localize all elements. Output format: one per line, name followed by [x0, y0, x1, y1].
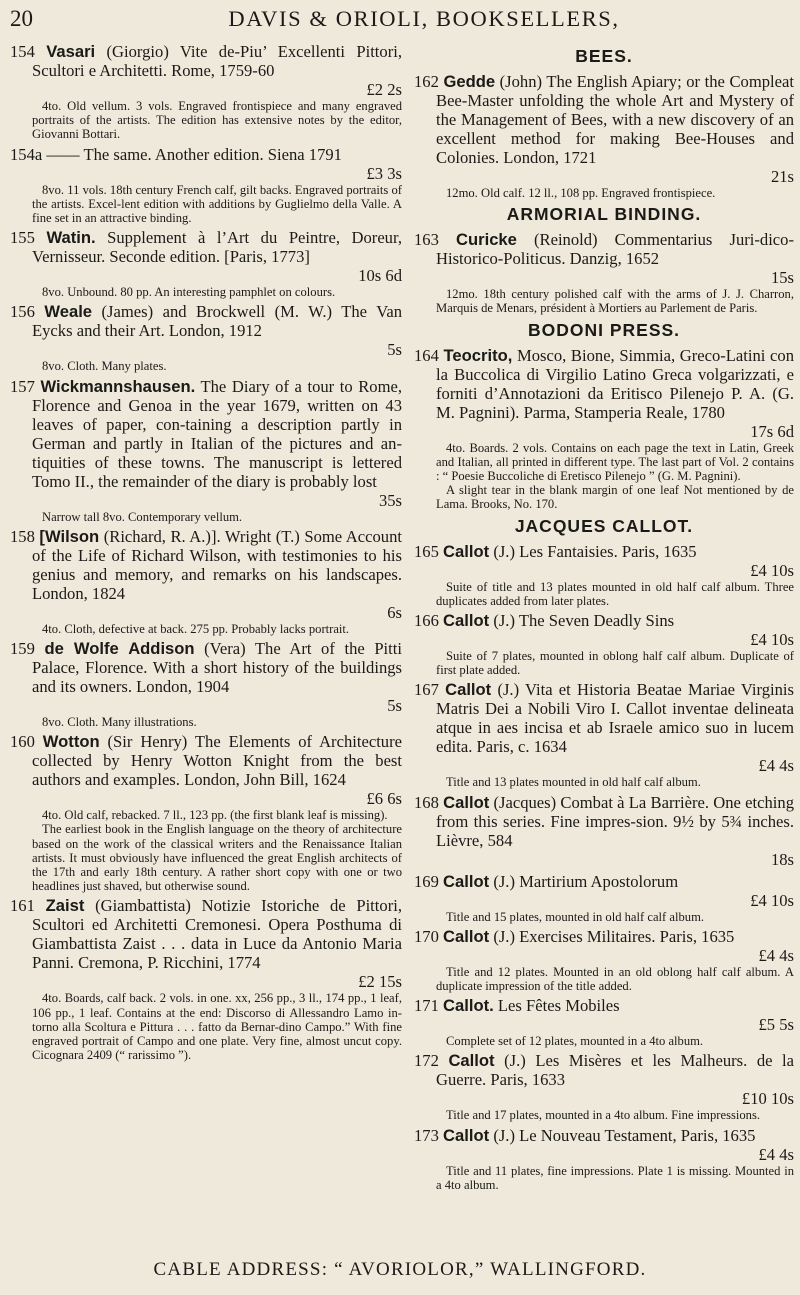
right-column: [414, 42, 794, 1245]
entry-number: 162: [414, 72, 444, 91]
entry-title: (Giorgio) Vite de-Piu’ Excellenti Pittori, Scultori e Architetti. Rome, 1759-60: [32, 42, 402, 80]
entry-text: [10, 639, 402, 715]
entry-number: 154: [10, 42, 47, 61]
catalogue-entry: [414, 230, 794, 315]
entry-author: Callot: [443, 871, 490, 891]
entry-price: 5s: [387, 340, 402, 360]
entry-description: 4to. Boards, calf back. 2 vols. in one. xx, 256 pp., 3 ll., 174 pp., 1 leaf, 106 pp., 1 leaf. Contains at the end: Discorso di Allessandro Lamo in-torno alla Scoltura e Pittura . . . fatto da Bernar-dino Campo.” With fine engraved portrait of Campo and one plate. Very fine, almost uncut copy. Cicognara 2409 (“ rarissimo ”).: [32, 991, 402, 1063]
entry-number: 172: [414, 1051, 449, 1071]
entry-number: 156: [10, 302, 45, 322]
entry-title: —— The same. Another edition. Siena 1791: [46, 144, 342, 164]
entry-price: 5s: [387, 696, 402, 716]
entry-text: [414, 230, 794, 287]
entry-text: [10, 42, 402, 99]
section-heading: BEES.: [575, 46, 633, 66]
entry-author: Callot.: [443, 996, 494, 1016]
entry-number: 160: [10, 732, 43, 752]
entry-description: Title and 13 plates mounted in old half calf album.: [446, 775, 701, 790]
entry-description: 4to. Old calf, rebacked. 7 ll., 123 pp. (the first blank leaf is missing).: [42, 808, 388, 823]
entry-title: (J.) The Seven Deadly Sins: [493, 611, 675, 631]
entry-text: [414, 346, 794, 441]
entry-author: Curicke: [456, 230, 517, 250]
entry-description: A slight tear in the blank margin of one leaf Not mentioned by de Lama. Brooks, No. 170.: [436, 483, 794, 512]
entry-text: [414, 1126, 794, 1164]
entry-title: The Diary of a tour to Rome, Florence and Genoa in the year 1679, written on 43 leaves of paper, con-taining a description partly in German and partly in Italian of the pictures and an-tiquities of these towns. The manuscript is lettered Tomo II., the remainder of the diary is probably lost: [32, 376, 402, 491]
entry-price: 21s: [770, 167, 794, 186]
entry-author: Vasari: [46, 42, 96, 61]
entry-author: Wickmannshausen.: [40, 376, 196, 396]
entry-price: 17s 6d: [750, 421, 794, 441]
entry-title: (J.) Vita et Historia Beatae Mariae Virginis Matris Dei a Nobili Viro I. Callot inventae delineata atque in aes incisa et ab Israele amico suo in lucem edita. Paris, c. 1634: [436, 680, 794, 757]
entry-description: 8vo. Cloth. Many illustrations.: [42, 715, 197, 730]
entry-author: Callot: [443, 792, 490, 812]
entry-number: 166: [414, 611, 444, 631]
entry-author: Callot: [443, 926, 490, 946]
section-heading: ARMORIAL BINDING.: [506, 204, 702, 225]
entry-price: £4 10s: [750, 560, 794, 580]
entry-number: 171: [414, 996, 444, 1016]
entry-price: £2 2s: [366, 80, 402, 99]
entry-description: 8vo. Cloth. Many plates.: [42, 359, 167, 374]
entry-title: (James) and Brockwell (M. W.) The Van Eycks and their Art. London, 1912: [32, 302, 402, 341]
entry-text: [414, 1051, 794, 1108]
entry-description: 8vo. 11 vols. 18th century French calf, gilt backs. Engraved portraits of the artists. Excel-lent edition with additions by Guglielmo della Valle. A fine set in an attractive binding.: [32, 182, 402, 226]
section-heading: JACQUES CALLOT.: [514, 515, 694, 536]
entry-text: [414, 680, 794, 775]
catalogue-entry: [414, 542, 794, 608]
entry-title: (J.) Exercises Militaires. Paris, 1635: [493, 926, 735, 946]
entry-text: [10, 896, 402, 991]
catalogue-entry: [10, 639, 402, 729]
entry-price: 15s: [770, 268, 794, 288]
entry-number: 164: [414, 345, 444, 365]
catalogue-entry: [414, 680, 794, 789]
entry-title: (John) The English Apiary; or the Compleat Bee-Master unfolding the whole Art and Mystery of the Management of Bees, with a new discovery of an excellent method for making Bee-Houses and Colonies. London, 1721: [436, 72, 794, 167]
catalogue-entry: [10, 896, 402, 1062]
entry-text: [414, 927, 794, 965]
entry-price: £6 6s: [366, 789, 402, 809]
entry-number: 169: [414, 871, 444, 891]
entry-title: Les Fêtes Mobiles: [497, 996, 620, 1016]
page-header: [10, 6, 788, 40]
entry-price: 10s 6d: [358, 266, 402, 286]
entry-author: Callot: [443, 611, 490, 631]
entry-text: [10, 145, 402, 183]
entry-description: 8vo. Unbound. 80 pp. An interesting pamphlet on colours.: [42, 285, 336, 300]
entry-title: (Giambattista) Notizie Istoriche de Pittori, Scultori ed Architetti Cremonesi. Opera Posthuma di Giambattista Zaist . . . data in Luce da Antonio Maria Panni. Cremona, P. Ricchini, 1774: [32, 896, 402, 973]
entry-text: [414, 996, 794, 1034]
running-title: DAVIS & ORIOLI, BOOKSELLERS,: [228, 6, 620, 31]
catalogue-entry: [414, 611, 794, 677]
entry-author: Zaist: [45, 896, 85, 916]
entry-author: Watin.: [46, 228, 96, 248]
entry-description: Title and 17 plates, mounted in a 4to album. Fine impressions.: [446, 1108, 761, 1123]
entry-title: (J.) Le Nouveau Testament, Paris, 1635: [493, 1125, 756, 1145]
entry-text: [10, 732, 402, 808]
entry-text: [10, 228, 402, 285]
entry-text: [414, 872, 794, 910]
entry-price: 35s: [378, 490, 402, 510]
entry-number: 167: [414, 680, 446, 700]
entry-number: 168: [414, 792, 444, 812]
entry-number: 165: [414, 541, 444, 561]
section-heading: BODONI PRESS.: [527, 319, 681, 340]
catalogue-entry: [10, 145, 402, 226]
entry-title: (Jacques) Combat à La Barrière. One etching from this series. Fine impres-sion. 9½ by 5¾ inches. Lièvre, 584: [436, 792, 794, 850]
entry-price: £10 10s: [741, 1089, 794, 1109]
entry-title: (Reinold) Commentarius Juri-dico-Historico-Politicus. Danzig, 1652: [436, 230, 794, 269]
entry-title: Supplement à l’Art du Peintre, Doreur, Vernisseur. Seconde edition. [Paris, 1773]: [32, 228, 402, 267]
page-number: 20: [10, 6, 33, 31]
entry-text: [414, 72, 794, 186]
entry-number: 158: [10, 526, 40, 546]
entry-price: £4 10s: [750, 630, 794, 650]
entry-number: 161: [10, 896, 46, 916]
entry-number: 170: [414, 926, 444, 946]
entry-title: (Sir Henry) The Elements of Architecture collected by Henry Wotton Knight from the best authors and examples. London, John Bill, 1624: [32, 732, 402, 790]
left-column: [10, 42, 402, 1245]
catalogue-entry: [10, 732, 402, 893]
entry-description: 12mo. 18th century polished calf with the arms of J. J. Charron, Marquis de Menars, président à Mortiers au Parlement de Paris.: [436, 287, 794, 316]
entry-description: Suite of title and 13 plates mounted in old half calf album. Three duplicates added from later plates.: [436, 579, 794, 608]
entry-number: 173: [414, 1125, 444, 1145]
entry-description: 4to. Boards. 2 vols. Contains on each page the text in Latin, Greek and Italian, all printed in different type. The last part of Vol. 2 contains : “ Poesie Buccoliche di Eretisco Pilenejo ” (G. M. Pagnini).: [436, 440, 794, 484]
catalogue-entry: [10, 42, 402, 142]
catalogue-entry: [414, 1051, 794, 1122]
catalogue-entry: [10, 228, 402, 299]
entry-price: £4 10s: [750, 890, 794, 910]
entry-description: 12mo. Old calf. 12 ll., 108 pp. Engraved frontispiece.: [446, 186, 716, 200]
entry-description: The earliest book in the English language on the theory of architecture based on the work of the classical writers and the Renaissance Italian artists. It must obviously have influenced the great English architects of the 17th and early 18th century. A rather short copy with one or two headlines just shaved, but otherwise sound.: [32, 822, 402, 894]
catalogue-entry: [10, 527, 402, 636]
catalogue-entry: [414, 927, 794, 993]
entry-text: [414, 793, 794, 869]
entry-price: £2 15s: [358, 972, 402, 992]
catalogue-entry: [414, 1126, 794, 1192]
entry-text: [10, 377, 402, 510]
entry-number: 163: [414, 230, 456, 250]
entry-description: Title and 15 plates, mounted in old half calf album.: [446, 909, 705, 924]
entry-text: [414, 542, 794, 580]
entry-title: (Vera) The Art of the Pitti Palace, Florence. With a short history of the buildings and its owners. London, 1904: [32, 639, 402, 697]
catalogue-entry: [10, 302, 402, 373]
entry-price: 18s: [770, 849, 794, 869]
entry-price: £3 3s: [366, 163, 402, 183]
entry-title: (J.) Martirium Apostolorum: [493, 871, 679, 891]
entry-author: Callot: [443, 1125, 490, 1145]
entry-author: Wotton: [42, 732, 100, 752]
entry-author: [Wilson: [39, 526, 100, 546]
entry-author: Teocrito,: [443, 345, 513, 365]
catalogue-entry: [414, 72, 794, 200]
entry-title: Mosco, Bione, Simmia, Greco-Latini con la Buccolica di Virgilio Latino Greca volgarizzati, e forniti d’Annotazioni da Eritisco Pilenejo P. A. (G. M. Pagnini). Parma, Stamperia Reale, 1780: [436, 345, 794, 422]
entry-number: 159: [10, 639, 45, 659]
catalogue-entry: [10, 377, 402, 524]
entry-author: Callot: [445, 680, 492, 700]
catalogue-entry: [414, 346, 794, 512]
catalogue-entry: [414, 872, 794, 924]
entry-author: Callot: [443, 541, 490, 561]
entry-description: 4to. Cloth, defective at back. 275 pp. Probably lacks portrait.: [42, 621, 350, 636]
entry-description: Title and 12 plates. Mounted in an old oblong half calf album. A duplicate impression of the title added.: [436, 964, 794, 994]
entry-number: 157: [10, 376, 41, 396]
entry-description: Title and 11 plates, fine impressions. Plate 1 is missing. Mounted in a 4to album.: [436, 1163, 794, 1192]
entry-price: £4 4s: [758, 1144, 794, 1164]
entry-number: 155: [10, 228, 47, 248]
entry-text: [414, 611, 794, 649]
entry-price: £4 4s: [758, 756, 794, 776]
entry-author: Callot: [448, 1051, 495, 1071]
entry-number: 154a: [10, 144, 47, 164]
entry-text: [10, 527, 402, 622]
entry-price: £4 4s: [758, 945, 794, 965]
entry-description: Suite of 7 plates, mounted in oblong half calf album. Duplicate of first plate added.: [436, 649, 794, 678]
catalogue-entry: [414, 793, 794, 869]
entry-description: Complete set of 12 plates, mounted in a 4to album.: [446, 1034, 704, 1049]
catalogue-entry: [414, 996, 794, 1048]
entry-title: (J.) Les Misères et les Malheurs. de la Guerre. Paris, 1633: [436, 1051, 794, 1090]
entry-title: (Richard, R. A.)]. Wright (T.) Some Account of the Life of Richard Wilson, with testimonies to his genius and memory, and remarks on his landscapes. London, 1824: [32, 526, 402, 603]
cable-address-footer: CABLE ADDRESS: “ AVORIOLOR,” WALLINGFORD.: [153, 1259, 647, 1280]
entry-description: Narrow tall 8vo. Contemporary vellum.: [42, 509, 243, 524]
entry-price: 6s: [387, 602, 402, 622]
entry-price: £5 5s: [758, 1015, 794, 1035]
entry-author: Gedde: [443, 72, 496, 91]
entry-title: (J.) Les Fantaisies. Paris, 1635: [493, 541, 697, 561]
entry-text: [10, 302, 402, 359]
entry-author: de Wolfe Addison: [44, 639, 195, 659]
entry-description: 4to. Old vellum. 3 vols. Engraved frontispiece and many engraved portraits of the artists. The edition has extensive notes by the editor, Giovanni Bottari.: [32, 99, 402, 142]
entry-author: Weale: [44, 302, 93, 322]
